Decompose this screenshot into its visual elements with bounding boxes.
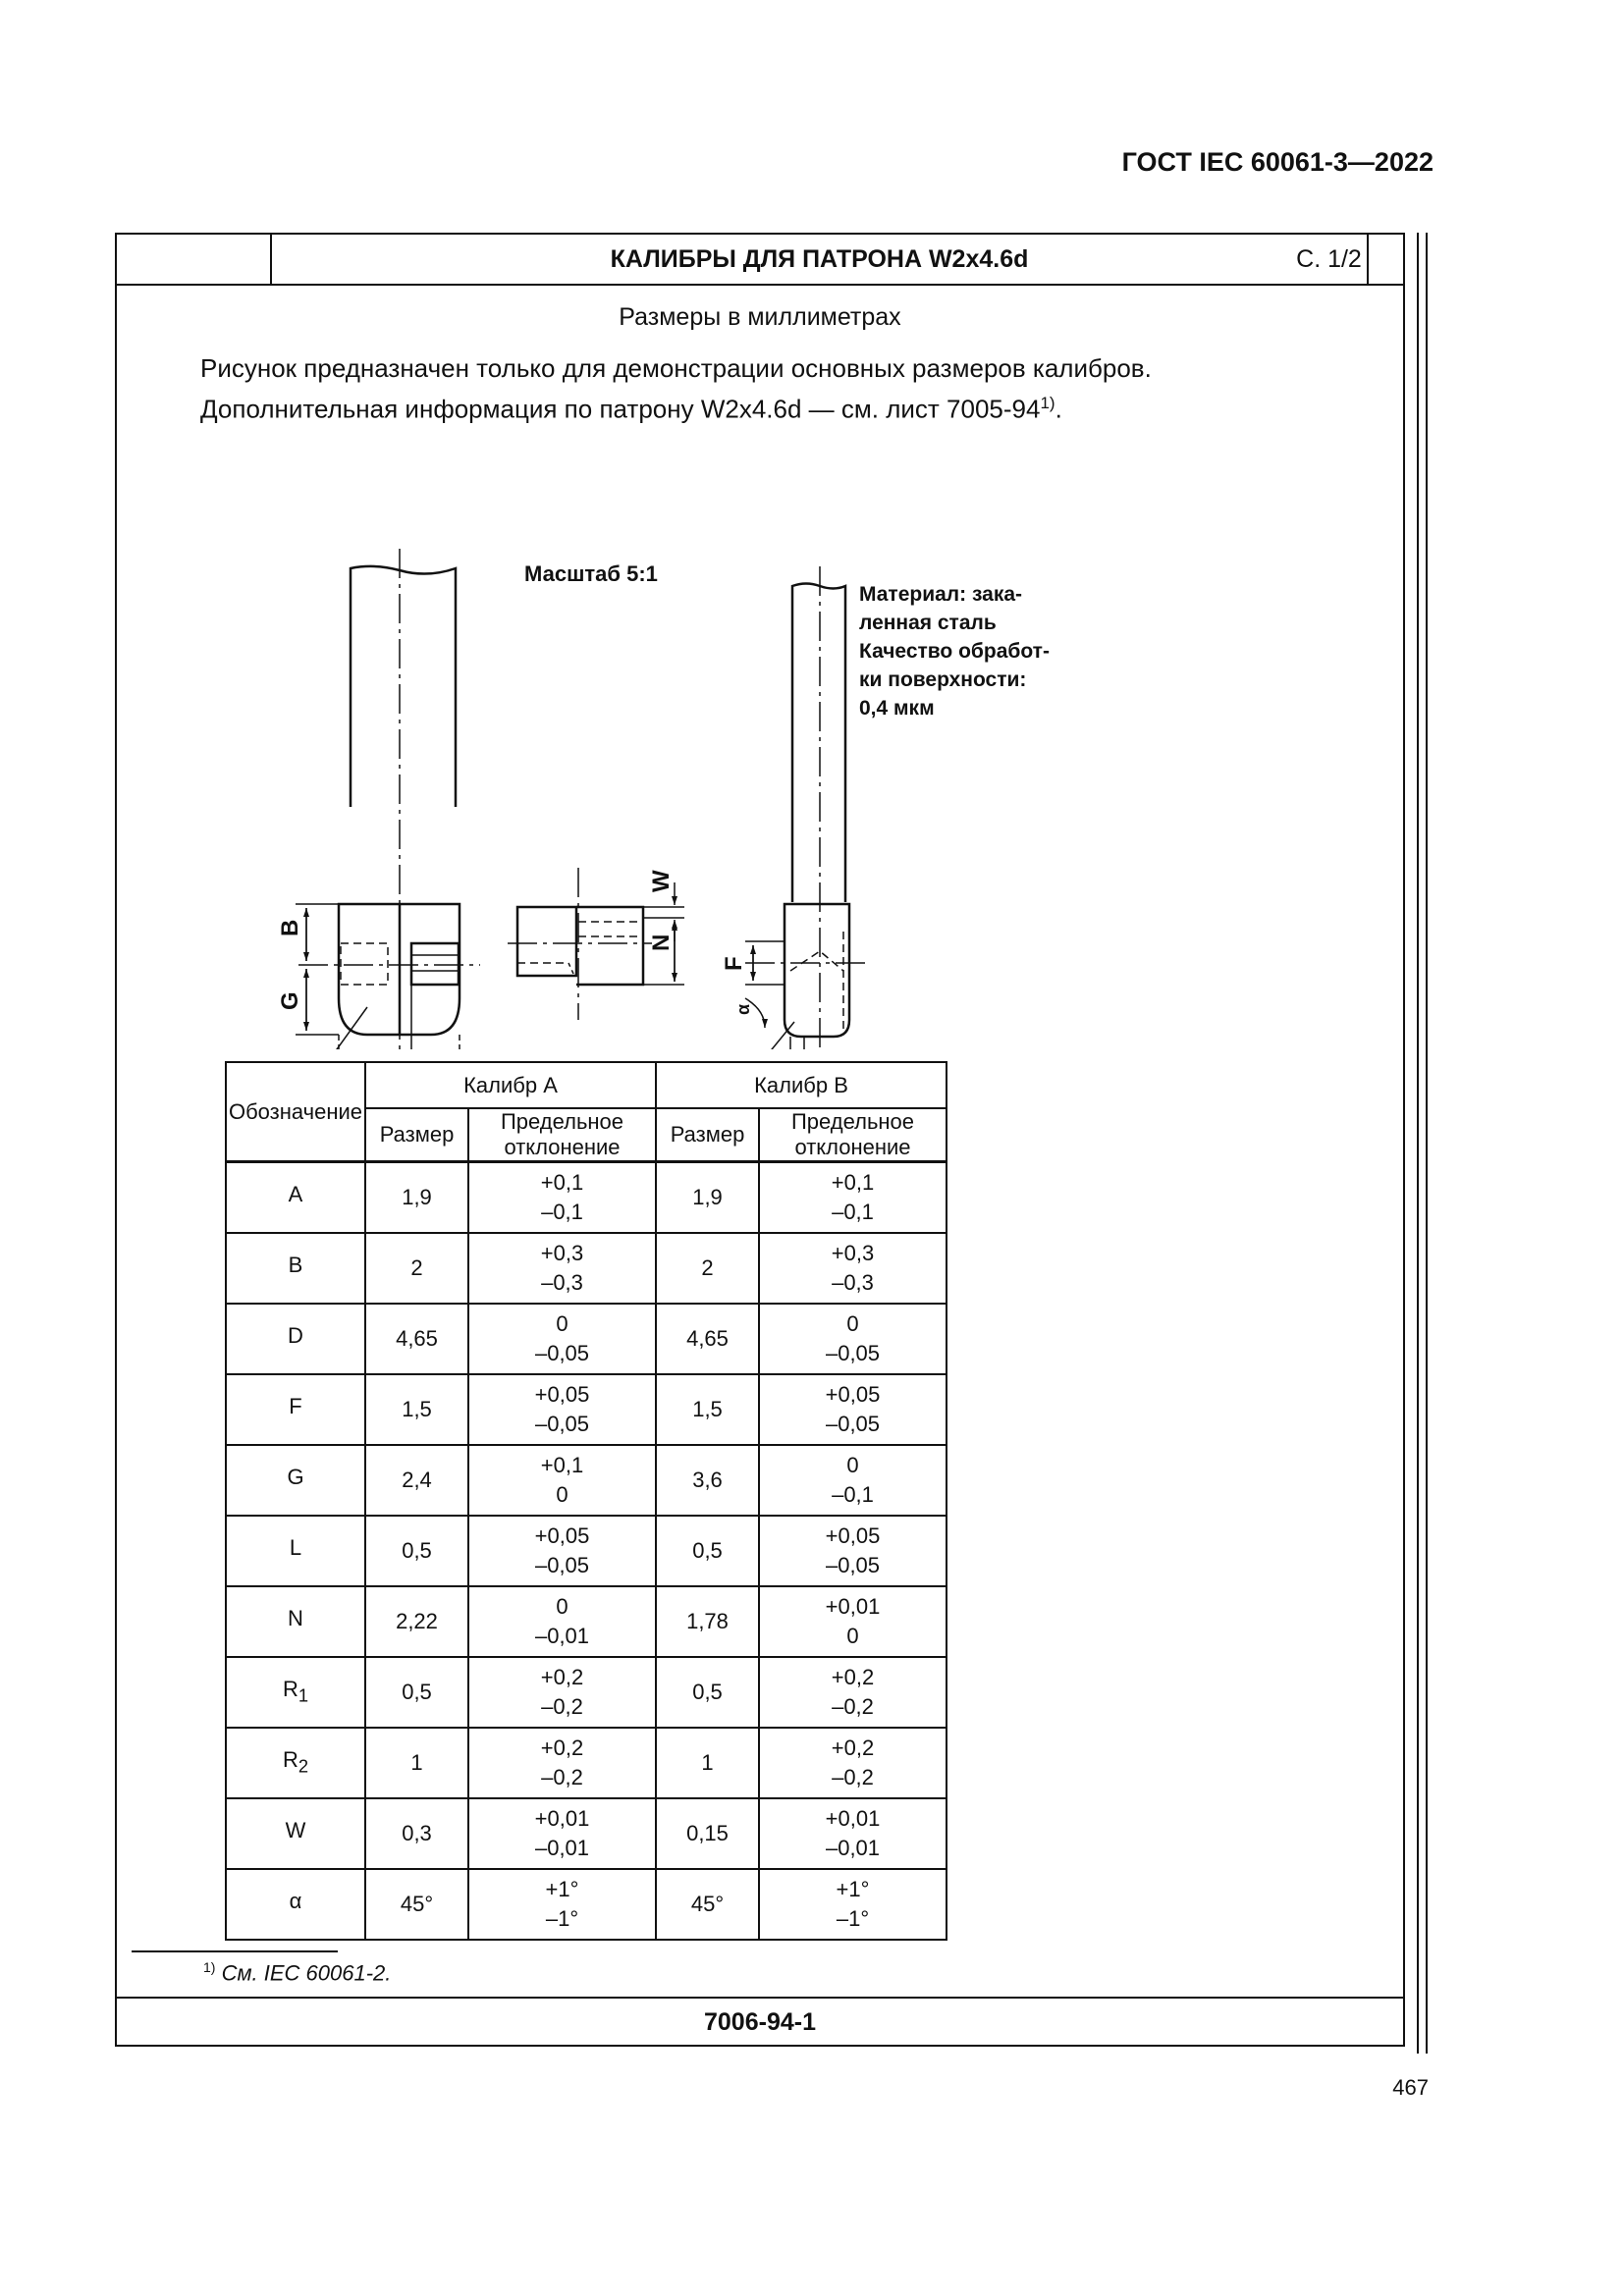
cell-a-deviation	[468, 1657, 656, 1728]
cell-a-deviation-value: –0,2	[541, 1694, 583, 1719]
cell-designation	[226, 1728, 365, 1798]
table-row	[226, 1728, 947, 1798]
cell-designation-value: D	[288, 1322, 303, 1348]
cell-a-deviation	[468, 1374, 656, 1445]
cell-b-size-value: 45°	[690, 1892, 725, 1916]
table-row	[226, 1304, 947, 1374]
intro-note	[200, 350, 1329, 427]
cell-a-size	[365, 1798, 468, 1869]
cell-a-deviation-value: –0,2	[541, 1765, 583, 1789]
cell-a-deviation-value: –0,1	[541, 1200, 583, 1224]
footnote	[203, 1959, 391, 1986]
table-row	[226, 1374, 947, 1445]
title-empty-cell	[117, 235, 272, 284]
cell-a-deviation	[468, 1304, 656, 1374]
cell-a-deviation	[468, 1728, 656, 1798]
cell-a-deviation-value: –0,05	[534, 1341, 590, 1365]
cell-a-size	[365, 1445, 468, 1516]
cell-b-deviation	[759, 1657, 947, 1728]
cell-designation	[226, 1374, 365, 1445]
cell-b-size-value: 1	[701, 1750, 714, 1775]
cell-a-size-value: 0,5	[402, 1538, 432, 1563]
cell-b-size	[656, 1728, 759, 1798]
note-line-2-end: .	[1055, 394, 1062, 424]
cell-a-deviation-value: –0,3	[541, 1270, 583, 1295]
cell-b-deviation-value: –0,1	[832, 1200, 874, 1224]
cell-a-deviation-value: –0,05	[534, 1553, 590, 1577]
frame-double-line-outer	[1417, 233, 1419, 2054]
cell-a-deviation-value: 0	[556, 1482, 568, 1507]
material-line-3: Качество обработ-	[859, 640, 1050, 663]
cell-designation-value: G	[287, 1464, 304, 1489]
dimensions-table	[225, 1061, 947, 1941]
cell-designation	[226, 1798, 365, 1869]
r2-leader	[289, 1007, 367, 1049]
cell-a-size	[365, 1657, 468, 1728]
table-row	[226, 1233, 947, 1304]
cell-a-deviation	[468, 1586, 656, 1657]
cell-designation-value: 1	[298, 1684, 309, 1706]
cell-a-size-value: 0,3	[402, 1821, 432, 1845]
material-line-5: 0,4 мкм	[859, 697, 935, 720]
cell-a-deviation-value: –1°	[545, 1906, 579, 1931]
table-row	[226, 1798, 947, 1869]
table-row	[226, 1516, 947, 1586]
cell-a-deviation-value: –0,01	[534, 1624, 590, 1648]
frame-double-line-inner	[1426, 233, 1428, 2054]
cell-a-size-value: 2	[410, 1255, 423, 1280]
cell-b-deviation	[759, 1374, 947, 1445]
cell-b-size	[656, 1798, 759, 1869]
cell-b-deviation	[759, 1798, 947, 1869]
cell-b-deviation-value: –0,3	[832, 1270, 874, 1295]
material-line-2: ленная сталь	[859, 612, 997, 634]
cell-b-size-value: 2	[701, 1255, 714, 1280]
cell-a-deviation-value: 0	[556, 1594, 568, 1619]
footnote-reference: 1)	[1040, 394, 1055, 412]
header-a-deviation: Предельное отклонение	[468, 1108, 656, 1162]
cell-a-size-value: 1,9	[402, 1185, 432, 1209]
cell-b-size	[656, 1869, 759, 1940]
cell-a-size-value: 45°	[400, 1892, 434, 1916]
cell-a-deviation-value: –0,05	[534, 1412, 590, 1436]
cell-b-size	[656, 1162, 759, 1234]
dim-label-r1	[726, 1048, 751, 1049]
dim-label-f: F	[721, 956, 747, 971]
cell-b-deviation-value: +1°	[836, 1877, 870, 1901]
cell-b-deviation-value: –0,05	[825, 1412, 881, 1436]
cell-a-deviation	[468, 1869, 656, 1940]
cell-b-size	[656, 1586, 759, 1657]
cell-designation-value: W	[285, 1817, 306, 1842]
cell-b-deviation-value: +0,2	[831, 1665, 875, 1689]
dim-label-w: W	[648, 870, 675, 892]
table-row	[226, 1162, 947, 1234]
header-a-size: Размер	[365, 1108, 468, 1162]
cell-b-size-value: 1,9	[692, 1185, 723, 1209]
cell-designation-value: N	[288, 1605, 303, 1630]
cell-a-deviation-value: +0,2	[540, 1665, 584, 1689]
cell-designation-value: α	[289, 1888, 302, 1913]
right-view-shank	[792, 584, 845, 903]
cell-b-size-value: 1,5	[692, 1397, 723, 1421]
cell-b-deviation-value: +0,3	[831, 1241, 875, 1265]
cell-b-deviation-value: –0,01	[825, 1836, 881, 1860]
cell-designation-value: L	[289, 1534, 302, 1560]
cell-designation	[226, 1586, 365, 1657]
cell-b-deviation-value: +0,1	[831, 1170, 875, 1195]
cell-b-deviation	[759, 1728, 947, 1798]
right-view-body	[784, 904, 849, 1037]
cell-b-deviation-value: –1°	[836, 1906, 870, 1931]
dim-label-g: G	[277, 991, 303, 1010]
cell-b-deviation	[759, 1516, 947, 1586]
cell-b-deviation	[759, 1233, 947, 1304]
cell-a-deviation-value: +0,3	[540, 1241, 584, 1265]
cell-a-deviation-value: +1°	[545, 1877, 579, 1901]
note-line-2: Дополнительная информация по патрону W2x4.6d — см. лист 7005-94	[200, 394, 1041, 424]
table-row	[226, 1586, 947, 1657]
cell-a-size-value: 2,22	[396, 1609, 438, 1633]
standard-header: ГОСТ IEC 60061-3—2022	[1121, 147, 1434, 177]
cell-b-deviation-value: +0,05	[825, 1523, 881, 1548]
header-b-deviation: Предельное отклонение	[759, 1108, 947, 1162]
cell-a-size-value: 4,65	[396, 1326, 438, 1351]
header-designation: Обозначение	[226, 1062, 365, 1162]
cell-a-size-value: 0,5	[402, 1680, 432, 1704]
cell-a-deviation	[468, 1798, 656, 1869]
cell-designation	[226, 1233, 365, 1304]
cell-designation	[226, 1162, 365, 1234]
cell-b-deviation	[759, 1445, 947, 1516]
footnote-text: См. IEC 60061-2.	[221, 1960, 392, 1986]
cell-a-size	[365, 1728, 468, 1798]
left-view-hidden-slot	[341, 943, 388, 985]
cell-a-deviation-value: +0,2	[540, 1735, 584, 1760]
sheet-frame	[115, 233, 1405, 2047]
table-row	[226, 1445, 947, 1516]
cell-b-deviation	[759, 1869, 947, 1940]
cell-b-deviation-value: –0,05	[825, 1553, 881, 1577]
cell-a-deviation-value: +0,05	[534, 1382, 590, 1407]
cell-b-deviation-value: 0	[846, 1624, 859, 1648]
cell-b-deviation	[759, 1304, 947, 1374]
header-gauge-a: Калибр А	[365, 1062, 656, 1108]
footnote-separator	[132, 1950, 338, 1952]
header-gauge-b: Калибр В	[656, 1062, 947, 1108]
cell-b-deviation-value: 0	[846, 1311, 859, 1336]
cell-b-size-value: 3,6	[692, 1468, 723, 1492]
cell-a-size-value: 2,4	[402, 1468, 432, 1492]
material-line-4: ки поверхности:	[859, 668, 1027, 691]
cell-designation-value: F	[289, 1393, 302, 1418]
footnote-mark: 1)	[203, 1959, 216, 1975]
left-view-shank	[351, 566, 456, 807]
dim-label-alpha: α	[733, 1003, 753, 1015]
cell-a-deviation-value: +0,05	[534, 1523, 590, 1548]
cell-a-deviation-value: +0,1	[540, 1170, 584, 1195]
cell-designation	[226, 1657, 365, 1728]
cell-b-deviation-value: +0,01	[825, 1594, 881, 1619]
cell-a-deviation-value: +0,01	[534, 1806, 590, 1831]
title-row	[117, 235, 1403, 286]
units-caption: Размеры в миллиметрах	[619, 303, 901, 331]
cell-a-deviation-value: 0	[556, 1311, 568, 1336]
sheet-page-indicator: С. 1/2	[1296, 245, 1362, 273]
sheet-code: 7006-94-1	[117, 1997, 1403, 2047]
dim-label-l	[814, 1048, 829, 1049]
cell-a-size-value: 1	[410, 1750, 423, 1775]
cell-b-deviation-value: 0	[846, 1453, 859, 1477]
cell-a-deviation-value: +0,1	[540, 1453, 584, 1477]
cell-b-size	[656, 1374, 759, 1445]
cell-a-size-value: 1,5	[402, 1397, 432, 1421]
cell-b-deviation-value: –0,2	[832, 1765, 874, 1789]
cell-designation	[226, 1304, 365, 1374]
note-line-1: Рисунок предназначен только для демонстрации основных размеров калибров.	[200, 353, 1152, 383]
cell-a-size	[365, 1162, 468, 1234]
cell-b-size	[656, 1445, 759, 1516]
gauge-drawing	[117, 460, 1393, 1049]
sheet-title: КАЛИБРЫ ДЛЯ ПАТРОНА W2x4.6d	[272, 235, 1369, 284]
cell-b-deviation-value: –0,05	[825, 1341, 881, 1365]
cell-b-deviation-value: +0,01	[825, 1806, 881, 1831]
cell-a-size	[365, 1304, 468, 1374]
cell-a-deviation	[468, 1233, 656, 1304]
cell-b-deviation-value: +0,05	[825, 1382, 881, 1407]
cell-b-size	[656, 1516, 759, 1586]
cell-a-deviation	[468, 1445, 656, 1516]
cell-b-size-value: 0,5	[692, 1538, 723, 1563]
cell-b-deviation-value: –0,2	[832, 1694, 874, 1719]
header-b-size: Размер	[656, 1108, 759, 1162]
cell-a-size	[365, 1869, 468, 1940]
cell-a-size	[365, 1374, 468, 1445]
r1-leader	[750, 1022, 794, 1049]
cell-designation	[226, 1516, 365, 1586]
cell-b-size-value: 0,5	[692, 1680, 723, 1704]
cell-a-size	[365, 1233, 468, 1304]
cell-b-deviation	[759, 1586, 947, 1657]
cell-designation-value: B	[288, 1252, 303, 1277]
cell-designation	[226, 1869, 365, 1940]
cell-b-size-value: 4,65	[686, 1326, 729, 1351]
cell-a-deviation	[468, 1516, 656, 1586]
cell-b-size-value: 0,15	[686, 1821, 729, 1845]
table-row	[226, 1657, 947, 1728]
left-view-slot	[411, 943, 459, 985]
scale-label: Масштаб 5:1	[524, 561, 658, 586]
cell-a-size	[365, 1516, 468, 1586]
cell-b-deviation-value: +0,2	[831, 1735, 875, 1760]
cell-a-deviation-value: –0,01	[534, 1836, 590, 1860]
cell-designation-value: R	[282, 1676, 298, 1701]
cell-b-deviation-value: –0,1	[832, 1482, 874, 1507]
cell-designation-value: R	[282, 1746, 298, 1772]
page-number: 467	[1392, 2075, 1429, 2100]
cell-b-size	[656, 1304, 759, 1374]
material-line-1: Материал: зака-	[859, 583, 1023, 606]
cell-b-size	[656, 1233, 759, 1304]
cell-a-size	[365, 1586, 468, 1657]
cell-b-size	[656, 1657, 759, 1728]
cell-b-deviation	[759, 1162, 947, 1234]
table-row	[226, 1869, 947, 1940]
dim-label-b: B	[277, 919, 303, 936]
cell-designation	[226, 1445, 365, 1516]
middle-view-body	[517, 907, 576, 976]
cell-designation-value: 2	[298, 1755, 309, 1777]
cell-designation-value: A	[288, 1181, 303, 1206]
cell-b-size-value: 1,78	[686, 1609, 729, 1633]
dim-label-n: N	[648, 934, 675, 951]
cell-a-deviation	[468, 1162, 656, 1234]
